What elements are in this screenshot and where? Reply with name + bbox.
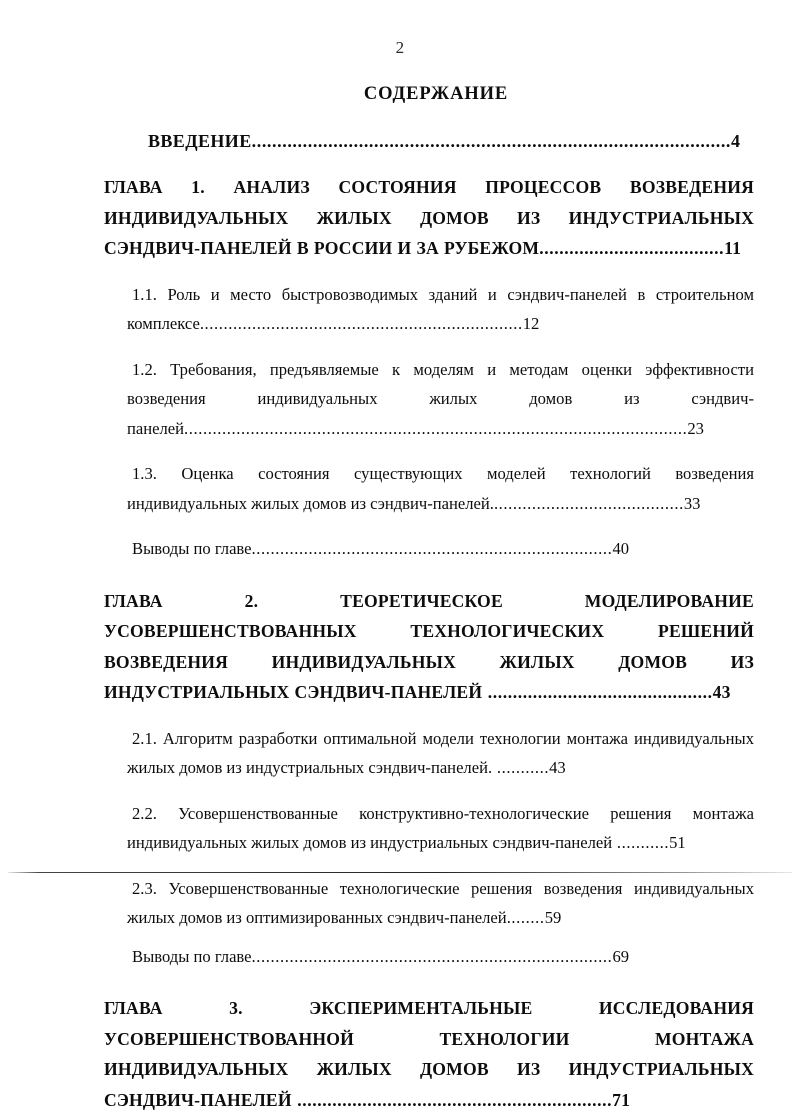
toc-leader <box>184 419 704 438</box>
toc-entry-label: 2.2. Усовершенствованные конструктивно-технологические решения монтажа индивидуальных жилых домов из индустриальных сэндвич-панелей <box>127 803 754 852</box>
toc-entry-chapter-3[interactable] <box>104 993 754 1115</box>
toc-entry-label: ВВЕДЕНИЕ <box>148 131 252 151</box>
leader-dots: ..................................... <box>539 238 725 258</box>
toc-leader <box>252 539 629 558</box>
toc-entry-page: 71 <box>612 1089 631 1110</box>
toc-entry-conclusion-chapter-1[interactable] <box>104 534 754 564</box>
leader-dots: .................................................................... <box>199 314 523 333</box>
toc-leader <box>200 314 540 333</box>
toc-entry-label: Выводы по главе <box>132 946 252 966</box>
page-title: СОДЕРЖАНИЕ <box>363 84 509 104</box>
leader-dots: .......................................................................................................... <box>184 418 688 438</box>
page-number-folio: 2 <box>395 38 405 57</box>
toc-entry-conclusion-chapter-2[interactable] <box>104 942 754 972</box>
leader-dots: ........ <box>506 908 545 927</box>
toc-leader <box>252 131 741 151</box>
toc-entry-introduction[interactable] <box>104 131 754 152</box>
table-of-contents <box>104 84 754 1118</box>
toc-entry-page: 11 <box>724 238 742 258</box>
toc-leader <box>612 833 686 852</box>
toc-entry-page: 43 <box>549 758 566 777</box>
toc-leader <box>494 494 701 513</box>
toc-entry-label: 2.1. Алгоритм разработки оптимальной модели технологии монтажа индивидуальных жилых домов из индустриальных сэндвич-панелей. <box>127 728 754 777</box>
toc-entry-page: 4 <box>731 131 741 151</box>
toc-entry-label: 1.1. Роль и место быстровозводимых зданий и сэндвич-панелей в строительном комплексе <box>127 284 754 333</box>
toc-leader <box>252 947 629 966</box>
toc-entry-section-1-1[interactable] <box>104 280 754 339</box>
toc-entry-page: 43 <box>712 682 731 702</box>
leader-dots: ............................................................... <box>291 1089 613 1110</box>
toc-entry-label: 1.2. Требования, предъявляемые к моделям и методам оценки эффективности возведения индивидуальных жилых домов из сэндвич-панелей <box>127 359 754 438</box>
toc-leader <box>539 238 741 258</box>
leader-dots: ............................................................................ <box>251 539 613 558</box>
toc-entry-section-2-2[interactable] <box>104 799 754 858</box>
toc-entry-page: 12 <box>522 314 540 333</box>
leader-dots: ........... <box>612 833 670 852</box>
toc-entry-label: 2.3. Усовершенствованные технологические решения возведения индивидуальных жилых домов из оптимизированных сэндвич-панелей <box>127 878 754 927</box>
leader-dots: ............................................. <box>482 682 713 702</box>
leader-dots: ........................................ <box>493 493 684 513</box>
toc-entry-page: 59 <box>544 908 562 927</box>
toc-entry-label: ГЛАВА 1. АНАЛИЗ СОСТОЯНИЯ ПРОЦЕССОВ ВОЗВЕДЕНИЯ ИНДИВИДУАЛЬНЫХ ЖИЛЫХ ДОМОВ ИЗ ИНДУСТРИАЛЬНЫХ СЭНДВИЧ-ПАНЕЛЕЙ В РОССИИ И ЗА РУБЕЖОМ <box>104 177 754 258</box>
toc-entry-page: 23 <box>687 418 704 438</box>
toc-leader <box>292 1090 630 1110</box>
toc-entry-page: 69 <box>612 946 630 966</box>
toc-entry-section-2-1[interactable] <box>104 724 754 783</box>
toc-leader <box>492 758 566 777</box>
toc-entry-chapter-2[interactable] <box>104 586 754 708</box>
toc-entry-page: 51 <box>669 833 686 852</box>
toc-entry-label: ГЛАВА 3. ЭКСПЕРИМЕНТАЛЬНЫЕ ИССЛЕДОВАНИЯ УСОВЕРШЕНСТВОВАННОЙ ТЕХНОЛОГИИ МОНТАЖА ИНДИВИДУАЛЬНЫХ ЖИЛЫХ ДОМОВ ИЗ ИНДУСТРИАЛЬНЫХ СЭНДВИЧ-ПАНЕЛЕЙ <box>104 998 754 1110</box>
toc-entry-section-2-3[interactable] <box>104 874 754 933</box>
toc-entry-page: 33 <box>683 493 701 513</box>
toc-entry-section-1-3[interactable] <box>104 459 754 518</box>
toc-entry-label: 1.3. Оценка состояния существующих моделей технологий возведения индивидуальных жилых домов из сэндвич-панелей. <box>127 464 754 513</box>
scan-line-artifact <box>8 872 792 873</box>
toc-entry-page: 40 <box>612 539 630 558</box>
toc-entry-section-1-2[interactable] <box>104 355 754 444</box>
toc-leader <box>482 682 730 702</box>
leader-dots: .............................................................................................. <box>251 131 732 151</box>
toc-leader <box>507 908 562 927</box>
toc-entry-label: ГЛАВА 2. ТЕОРЕТИЧЕСКОЕ МОДЕЛИРОВАНИЕ УСОВЕРШЕНСТВОВАННЫХ ТЕХНОЛОГИЧЕСКИХ РЕШЕНИЙ ВОЗВЕДЕНИЯ ИНДИВИДУАЛЬНЫХ ЖИЛЫХ ДОМОВ ИЗ ИНДУСТРИАЛЬНЫХ СЭНДВИЧ-ПАНЕЛЕЙ <box>104 590 754 702</box>
toc-entry-chapter-1[interactable] <box>104 172 754 264</box>
leader-dots: ............................................................................ <box>251 946 613 966</box>
toc-entry-label: Выводы по главе <box>132 539 252 558</box>
leader-dots: ........... <box>492 758 550 777</box>
